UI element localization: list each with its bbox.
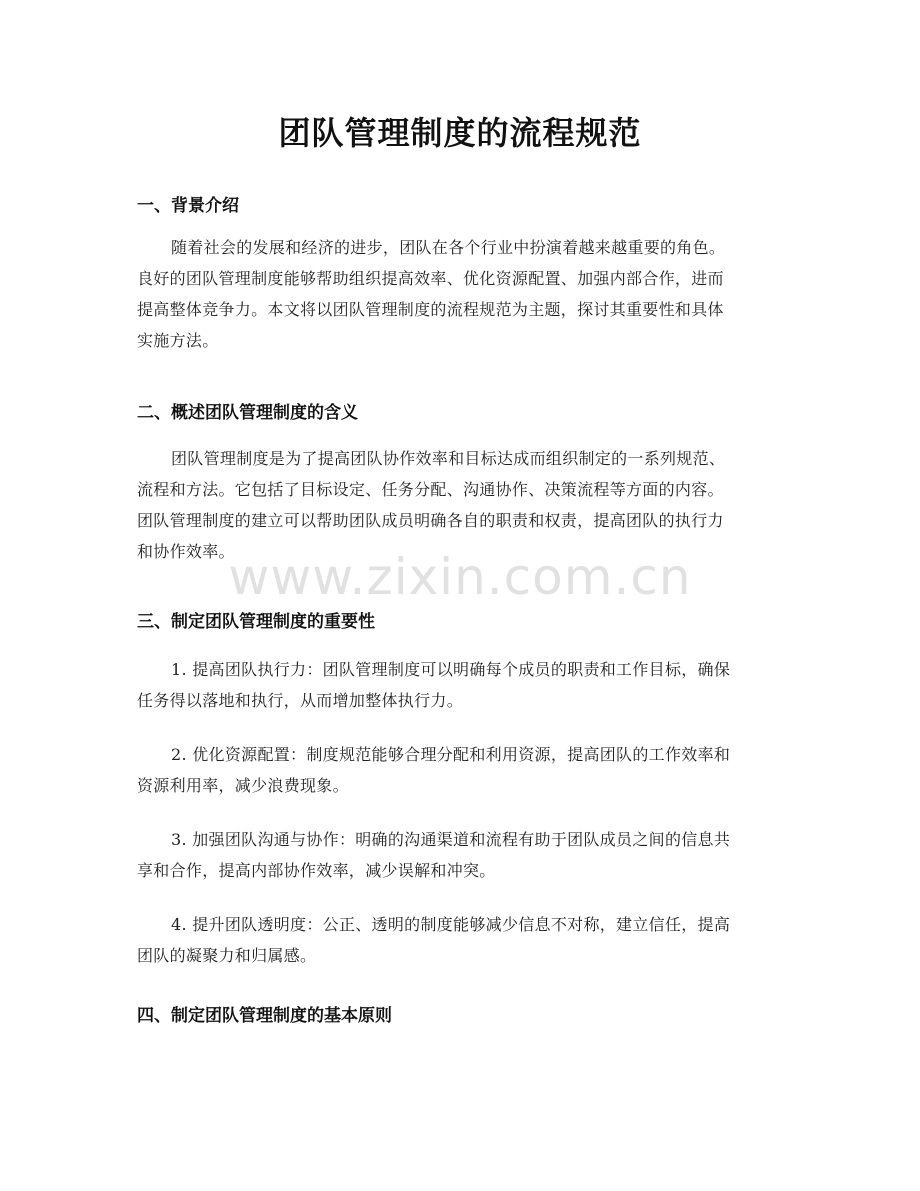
- paragraph-line: 和协作效率。: [137, 542, 235, 561]
- paragraph-line: 实施方法。: [137, 331, 219, 350]
- section-heading-definition: 二、概述团队管理制度的含义: [137, 403, 358, 423]
- list-item-line: 任务得以落地和执行，从而增加整体执行力。: [137, 691, 464, 710]
- list-item-line: 资源利用率，减少浪费现象。: [137, 776, 349, 795]
- list-item: [137, 824, 785, 886]
- page-title: 团队管理制度的流程规范: [278, 114, 642, 152]
- list-item-line: 2. 优化资源配置：制度规范能够合理分配和利用资源，提高团队的工作效率和: [171, 745, 731, 764]
- list-item-line: 团队的凝聚力和归属感。: [137, 946, 317, 965]
- paragraph-background: [137, 232, 785, 356]
- paragraph-line: 团队管理制度是为了提高团队协作效率和目标达成而组织制定的一系列规范、: [171, 449, 726, 468]
- list-item-line: 1. 提高团队执行力：团队管理制度可以明确每个成员的职责和工作目标，确保: [171, 660, 731, 679]
- paragraph-line: 提高整体竞争力。本文将以团队管理制度的流程规范为主题，探讨其重要性和具体: [137, 300, 724, 319]
- paragraph-line: 随着社会的发展和经济的进步，团队在各个行业中扮演着越来越重要的角色。: [171, 238, 726, 257]
- list-item-line: 享和合作，提高内部协作效率，减少误解和冲突。: [137, 861, 496, 880]
- paragraph-line: 良好的团队管理制度能够帮助组织提高效率、优化资源配置、加强内部合作，进而: [137, 269, 724, 288]
- paragraph-line: 流程和方法。它包括了目标设定、任务分配、沟通协作、决策流程等方面的内容。: [137, 480, 724, 499]
- section-heading-principles: 四、制定团队管理制度的基本原则: [137, 1006, 392, 1026]
- list-item-line: 3. 加强团队沟通与协作：明确的沟通渠道和流程有助于团队成员之间的信息共: [171, 830, 731, 849]
- section-heading-importance: 三、制定团队管理制度的重要性: [137, 612, 375, 632]
- list-item: [137, 909, 785, 971]
- watermark: www.zixin.com.cn: [228, 548, 692, 606]
- paragraph-definition: [137, 443, 785, 567]
- list-item-line: 4. 提升团队透明度：公正、透明的制度能够减少信息不对称，建立信任，提高: [171, 915, 731, 934]
- list-item: [137, 654, 785, 716]
- paragraph-line: 团队管理制度的建立可以帮助团队成员明确各自的职责和权责，提高团队的执行力: [137, 511, 724, 530]
- section-heading-background: 一、背景介绍: [137, 196, 239, 216]
- list-item: [137, 739, 785, 801]
